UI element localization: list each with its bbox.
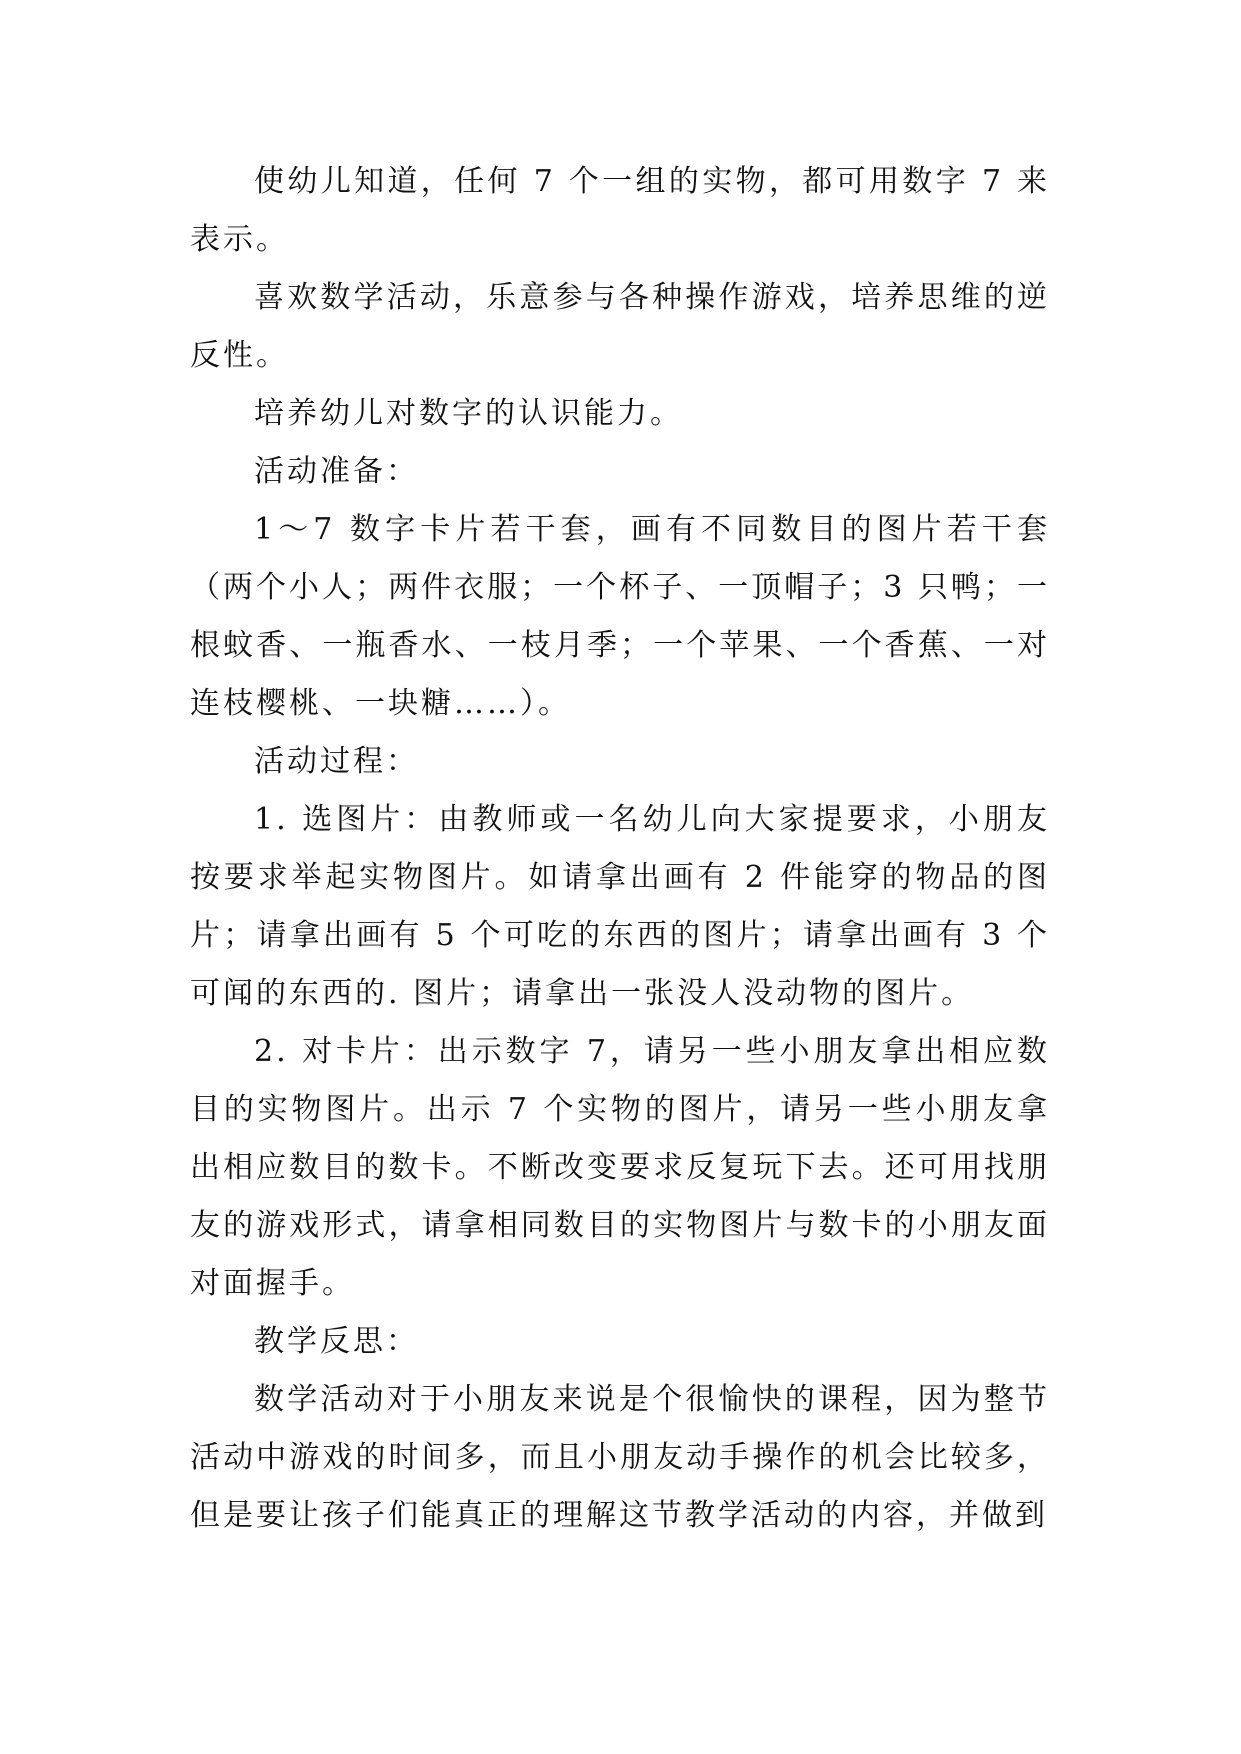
section-heading-preparation: 活动准备： (254, 454, 419, 489)
paragraph-process-step-2: 2. 对卡片：出示数字 7，请另一些小朋友拿出相应数目的实物图片。出示 7 个实物的图片，请另一些小朋友拿出相应数目的数卡。不断改变要求反复玩下去。还可用找朋友的游戏形式，请拿相同数目的实物图片与数卡的小朋友面对面握手。 (190, 1034, 1050, 1301)
paragraph-preparation-materials: 1～7 数字卡片若干套，画有不同数目的图片若干套（两个小人；两件衣服；一个杯子、一顶帽子；3 只鸭；一根蚊香、一瓶香水、一枝月季；一个苹果、一个香蕉、一对连枝樱桃、一块糖……）。 (190, 512, 1050, 721)
section-heading-process: 活动过程： (254, 744, 419, 779)
paragraph-goal-interest: 喜欢数学活动，乐意参与各种操作游戏，培养思维的逆反性。 (190, 280, 1050, 373)
paragraph-goal-numeral-seven: 使幼儿知道，任何 7 个一组的实物，都可用数字 7 来表示。 (190, 164, 1050, 257)
section-heading-reflection: 教学反思： (254, 1324, 419, 1359)
paragraph-process-step-1: 1. 选图片：由教师或一名幼儿向大家提要求，小朋友按要求举起实物图片。如请拿出画有 2 件能穿的物品的图片；请拿出画有 5 个可吃的东西的图片；请拿出画有 3 个可闻的东西的. 图片；请拿出一张没人没动物的图片。 (190, 802, 1050, 1011)
paragraph-reflection: 数学活动对于小朋友来说是个很愉快的课程，因为整节活动中游戏的时间多，而且小朋友动手操作的机会比较多，但是要让孩子们能真正的理解这节教学活动的内容，并做到 (190, 1382, 1050, 1533)
document-body (190, 153, 1050, 1545)
paragraph-goal-recognition: 培养幼儿对数字的认识能力。 (254, 396, 683, 431)
